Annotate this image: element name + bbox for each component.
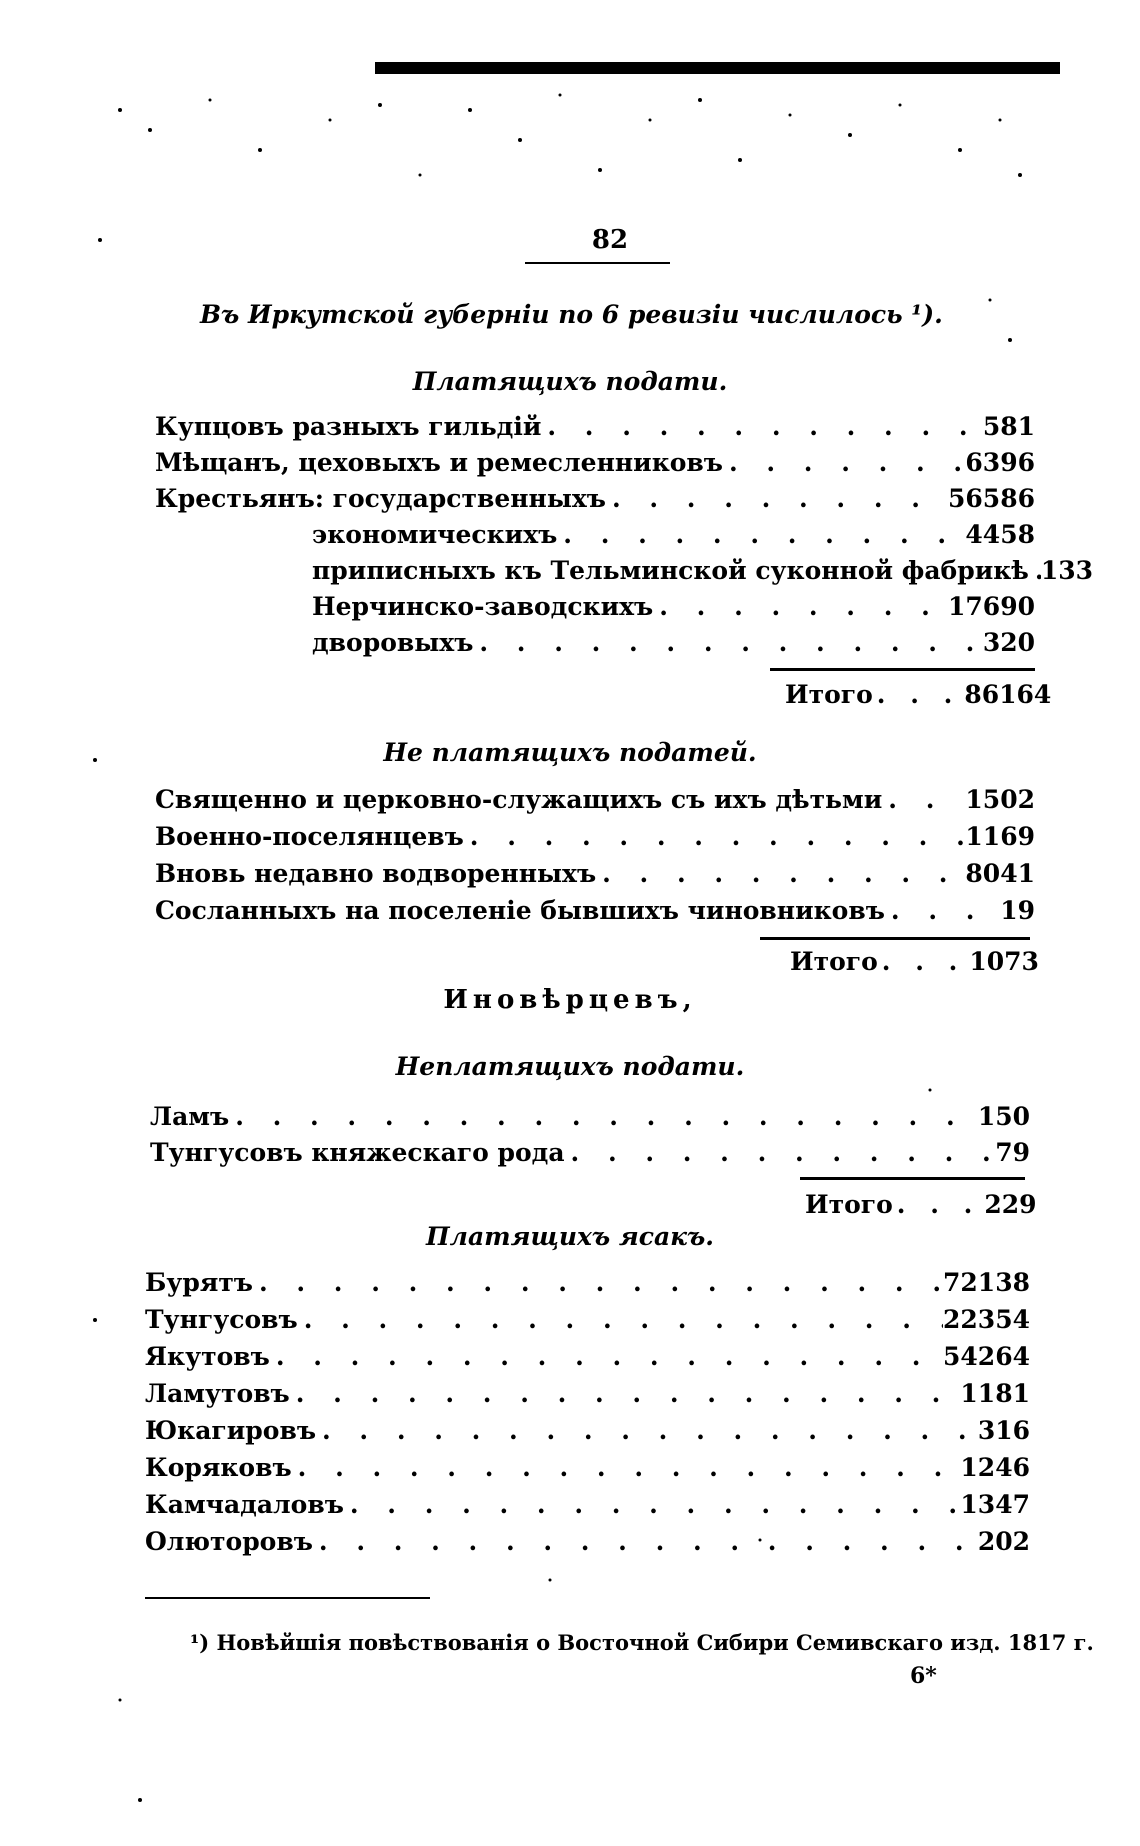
leader-dots xyxy=(882,785,965,814)
row-value: 202 xyxy=(977,1527,1030,1556)
total-value: 86164 xyxy=(964,680,1052,709)
leader-dots xyxy=(653,592,948,621)
row-value: 72138 xyxy=(943,1268,1030,1297)
row-value: 54264 xyxy=(943,1342,1030,1371)
row-label: дворовыхъ xyxy=(312,628,474,657)
row-label: Вновь недавно водворенныхъ xyxy=(155,859,597,888)
row-label: Якутовъ xyxy=(145,1342,270,1371)
total-inovertsy-nonpaying xyxy=(805,1190,1037,1219)
leader-dots xyxy=(596,859,965,888)
total-label: Итого xyxy=(805,1190,893,1219)
leader-dots xyxy=(606,484,948,513)
leader-dots xyxy=(292,1453,961,1482)
row-label: Нерчинско-заводскихъ xyxy=(312,592,654,621)
row-value: 1347 xyxy=(960,1490,1030,1519)
leader-dots: . . . xyxy=(896,1190,981,1219)
row-value: 1502 xyxy=(965,785,1035,814)
total-value: 1073 xyxy=(969,947,1039,976)
leader-dots: . . . xyxy=(881,947,966,976)
row-value: 1246 xyxy=(960,1453,1030,1482)
leader-dots xyxy=(290,1379,961,1408)
total-non-paying xyxy=(790,947,1039,976)
table-row xyxy=(145,1268,1030,1300)
row-label: экономическихъ xyxy=(312,520,558,549)
row-value: 150 xyxy=(977,1102,1030,1131)
table-row xyxy=(312,628,1035,660)
section-title-non-paying: Не платящихъ податей. xyxy=(383,738,757,767)
row-value: 56586 xyxy=(948,484,1035,513)
total-value: 229 xyxy=(984,1190,1037,1219)
row-label: Мѣщанъ, цеховыхъ и ремесленниковъ xyxy=(155,448,723,477)
table-row xyxy=(150,1102,1030,1134)
row-label: Юкагировъ xyxy=(145,1416,316,1445)
table-row xyxy=(150,1138,1030,1170)
row-label: Тунгусовъ xyxy=(145,1305,298,1334)
table-row xyxy=(155,822,1035,854)
section-title-inovertsy: Иновѣрцевъ, xyxy=(443,985,697,1015)
signature-mark: 6* xyxy=(910,1663,937,1689)
total-rule xyxy=(770,668,1035,671)
table-row xyxy=(312,556,1094,588)
leader-dots xyxy=(313,1527,978,1556)
page-number-rule xyxy=(525,262,670,264)
leader-dots xyxy=(473,628,982,657)
total-rule xyxy=(760,937,1030,940)
row-value: 6396 xyxy=(965,448,1035,477)
row-label: Ламутовъ xyxy=(145,1379,290,1408)
leader-dots xyxy=(723,448,965,477)
leader-dots xyxy=(229,1102,978,1131)
table-row xyxy=(155,896,1035,928)
leader-dots xyxy=(565,1138,996,1167)
row-value: 1169 xyxy=(965,822,1035,851)
table-row xyxy=(145,1490,1030,1522)
section-title-paying: Платящихъ подати. xyxy=(412,367,728,396)
table-row xyxy=(145,1453,1030,1485)
leader-dots xyxy=(1029,556,1041,585)
table-row xyxy=(312,592,1035,624)
row-label: Сосланныхъ на поселеніе бывшихъ чиновниковъ xyxy=(155,896,885,925)
leader-dots xyxy=(298,1305,943,1334)
row-value: 79 xyxy=(995,1138,1030,1167)
row-value: 316 xyxy=(977,1416,1030,1445)
footnote: ¹) Новѣйшія повѣствованія о Восточной Сибири Семивскаго изд. 1817 г. xyxy=(190,1630,1094,1655)
leader-dots xyxy=(557,520,965,549)
table-row xyxy=(155,859,1035,891)
leader-dots: . . . xyxy=(876,680,961,709)
leader-dots xyxy=(344,1490,961,1519)
footnote-rule xyxy=(145,1597,430,1599)
total-rule xyxy=(800,1177,1025,1180)
table-row xyxy=(312,520,1035,552)
table-row xyxy=(155,484,1035,516)
table-row xyxy=(145,1342,1030,1374)
table-row xyxy=(145,1379,1030,1411)
row-value: 8041 xyxy=(965,859,1035,888)
top-border-rule xyxy=(375,62,1060,74)
row-value: 1181 xyxy=(960,1379,1030,1408)
row-value: 320 xyxy=(982,628,1035,657)
table-row xyxy=(155,785,1035,817)
row-label: Бурятъ xyxy=(145,1268,253,1297)
row-label: Священно и церковно-служащихъ съ ихъ дѣтьми xyxy=(155,785,883,814)
leader-dots xyxy=(270,1342,943,1371)
leader-dots xyxy=(464,822,966,851)
row-value: 22354 xyxy=(943,1305,1030,1334)
table-row xyxy=(155,448,1035,480)
leader-dots xyxy=(885,896,1000,925)
table-row xyxy=(145,1305,1030,1337)
row-value: 19 xyxy=(1000,896,1035,925)
row-value: 17690 xyxy=(948,592,1035,621)
table-row xyxy=(145,1416,1030,1448)
leader-dots xyxy=(316,1416,978,1445)
section-title-yasak: Платящихъ ясакъ. xyxy=(426,1222,714,1251)
total-label: Итого xyxy=(785,680,873,709)
table-row xyxy=(145,1527,1030,1559)
row-value: 133 xyxy=(1040,556,1094,585)
section-title-inovertsy-nonpaying: Неплатящихъ подати. xyxy=(395,1052,745,1081)
row-label: Крестьянъ: государственныхъ xyxy=(155,484,606,513)
total-label: Итого xyxy=(790,947,878,976)
leader-dots xyxy=(253,1268,943,1297)
row-value: 4458 xyxy=(965,520,1035,549)
leader-dots xyxy=(541,412,982,441)
page-heading: Въ Иркутской губерніи по 6 ревизіи числилось ¹). xyxy=(200,300,943,329)
table-row xyxy=(155,412,1035,444)
row-label: Ламъ xyxy=(150,1102,230,1131)
row-label: Коряковъ xyxy=(145,1453,292,1482)
page-number: 82 xyxy=(591,225,629,255)
row-label: Военно-поселянцевъ xyxy=(155,822,464,851)
total-paying xyxy=(785,680,1051,709)
row-label: Купцовъ разныхъ гильдій xyxy=(155,412,542,441)
row-value: 581 xyxy=(982,412,1035,441)
row-label: приписныхъ къ Тельминской суконной фабрикѣ xyxy=(312,556,1029,585)
row-label: Олюторовъ xyxy=(145,1527,313,1556)
row-label: Тунгусовъ княжескаго рода xyxy=(150,1138,565,1167)
row-label: Камчадаловъ xyxy=(145,1490,344,1519)
